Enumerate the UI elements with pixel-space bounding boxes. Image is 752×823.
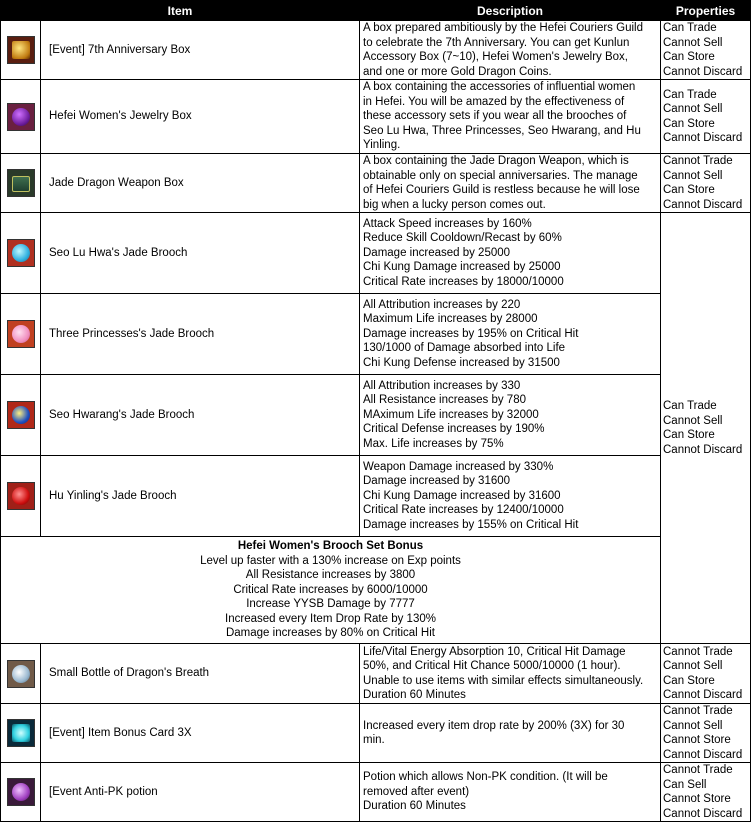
three-princesses-brooch-icon bbox=[7, 320, 35, 348]
item-description: Potion which allows Non-PK condition. (It will be removed after event) Duration 60 Minutes bbox=[360, 763, 661, 822]
table-row bbox=[1, 154, 751, 213]
table-row bbox=[1, 644, 751, 704]
table-row bbox=[1, 763, 751, 822]
anti-pk-potion-icon bbox=[7, 778, 35, 806]
item-name: Hu Yinling's Jade Brooch bbox=[41, 456, 360, 537]
anniversary-box-icon bbox=[7, 36, 35, 64]
item-name: Seo Hwarang's Jade Brooch bbox=[41, 375, 360, 456]
item-name: [Event Anti-PK potion bbox=[41, 763, 360, 822]
hu-yinling-brooch-icon bbox=[7, 482, 35, 510]
weapon-box-icon bbox=[7, 169, 35, 197]
item-name: Small Bottle of Dragon's Breath bbox=[41, 644, 360, 704]
item-properties: Can Trade Cannot Sell Can Store Cannot Discard bbox=[661, 80, 751, 154]
header-row bbox=[1, 1, 751, 21]
item-name: [Event] 7th Anniversary Box bbox=[41, 21, 360, 80]
header-description: Description bbox=[360, 1, 661, 21]
item-properties: Cannot Trade Can Sell Cannot Store Cannot Discard bbox=[661, 763, 751, 822]
table-row bbox=[1, 21, 751, 80]
item-description: Life/Vital Energy Absorption 10, Critical Hit Damage 50%, and Critical Hit Chance 5000/10000 (1 hour). Unable to use items with similar effects simultaneously. Duration 60 Minutes bbox=[360, 644, 661, 704]
item-name: [Event] Item Bonus Card 3X bbox=[41, 704, 360, 763]
item-bonus-card-icon bbox=[7, 719, 35, 747]
table-row bbox=[1, 704, 751, 763]
item-name: Seo Lu Hwa's Jade Brooch bbox=[41, 213, 360, 294]
seo-hwarang-brooch-icon bbox=[7, 401, 35, 429]
item-description: A box containing the Jade Dragon Weapon, which is obtainable only on special anniversaries. The manage of Hefei Couriers Guild is restless because he will lose big when a lucky person comes out. bbox=[360, 154, 661, 213]
table-row bbox=[1, 294, 751, 375]
item-name: Jade Dragon Weapon Box bbox=[41, 154, 360, 213]
item-description: A box prepared ambitiously by the Hefei Couriers Guild to celebrate the 7th Anniversary. You can get Kunlun Accessory Box (7~10), Hefei Women's Jewelry Box, and one or more Gold Dragon Coins. bbox=[360, 21, 661, 80]
table-row bbox=[1, 80, 751, 154]
set-bonus-row bbox=[1, 537, 751, 644]
item-description: All Attribution increases by 220 Maximum Life increases by 28000 Damage increases by 195% on Critical Hit 130/1000 of Damage absorbed into Life Chi Kung Defense increased by 31500 bbox=[360, 294, 661, 375]
brooch-properties: Can Trade Cannot Sell Can Store Cannot Discard bbox=[661, 213, 751, 644]
item-properties: Cannot Trade Cannot Sell Can Store Cannot Discard bbox=[661, 154, 751, 213]
seo-lu-hwa-brooch-icon bbox=[7, 239, 35, 267]
dragon-breath-bottle-icon bbox=[7, 660, 35, 688]
item-name: Hefei Women's Jewelry Box bbox=[41, 80, 360, 154]
header-properties: Properties bbox=[661, 1, 751, 21]
item-description: All Attribution increases by 330 All Resistance increases by 780 MAximum Life increases by 32000 Critical Defense increases by 190% Max. Life increases by 75% bbox=[360, 375, 661, 456]
table-row bbox=[1, 213, 751, 294]
item-description: Weapon Damage increased by 330% Damage increased by 31600 Chi Kung Damage increased by 31600 Critical Rate increases by 12400/10000 Damage increases by 155% on Critical Hit bbox=[360, 456, 661, 537]
item-description: Attack Speed increases by 160% Reduce Skill Cooldown/Recast by 60% Damage increased by 25000 Chi Kung Damage increased by 25000 Critical Rate increases by 18000/10000 bbox=[360, 213, 661, 294]
header-item: Item bbox=[1, 1, 360, 21]
jewelry-box-icon bbox=[7, 103, 35, 131]
item-description: Increased every item drop rate by 200% (3X) for 30 min. bbox=[360, 704, 661, 763]
item-properties: Cannot Trade Cannot Sell Can Store Cannot Discard bbox=[661, 644, 751, 704]
item-name: Three Princesses's Jade Brooch bbox=[41, 294, 360, 375]
table-row bbox=[1, 375, 751, 456]
item-properties: Cannot Trade Cannot Sell Cannot Store Cannot Discard bbox=[661, 704, 751, 763]
item-properties: Can Trade Cannot Sell Can Store Cannot Discard bbox=[661, 21, 751, 80]
set-bonus-title: Hefei Women's Brooch Set Bonus bbox=[237, 540, 424, 553]
item-description: A box containing the accessories of influential women in Hefei. You will be amazed by the effectiveness of these accessory sets if you wear all the brooches of Seo Lu Hwa, Three Princesses, Seo Hwarang, and Hu Yinling. bbox=[360, 80, 661, 154]
set-bonus: Hefei Women's Brooch Set Bonus Level up faster with a 130% increase on Exp points All Resistance increases by 3800 Critical Rate increases by 6000/10000 Increase YYSB Damage by 7777 Increased every Item Drop Rate by 130% Damage increases by 80% on Critical Hit bbox=[1, 537, 661, 644]
table-row bbox=[1, 456, 751, 537]
